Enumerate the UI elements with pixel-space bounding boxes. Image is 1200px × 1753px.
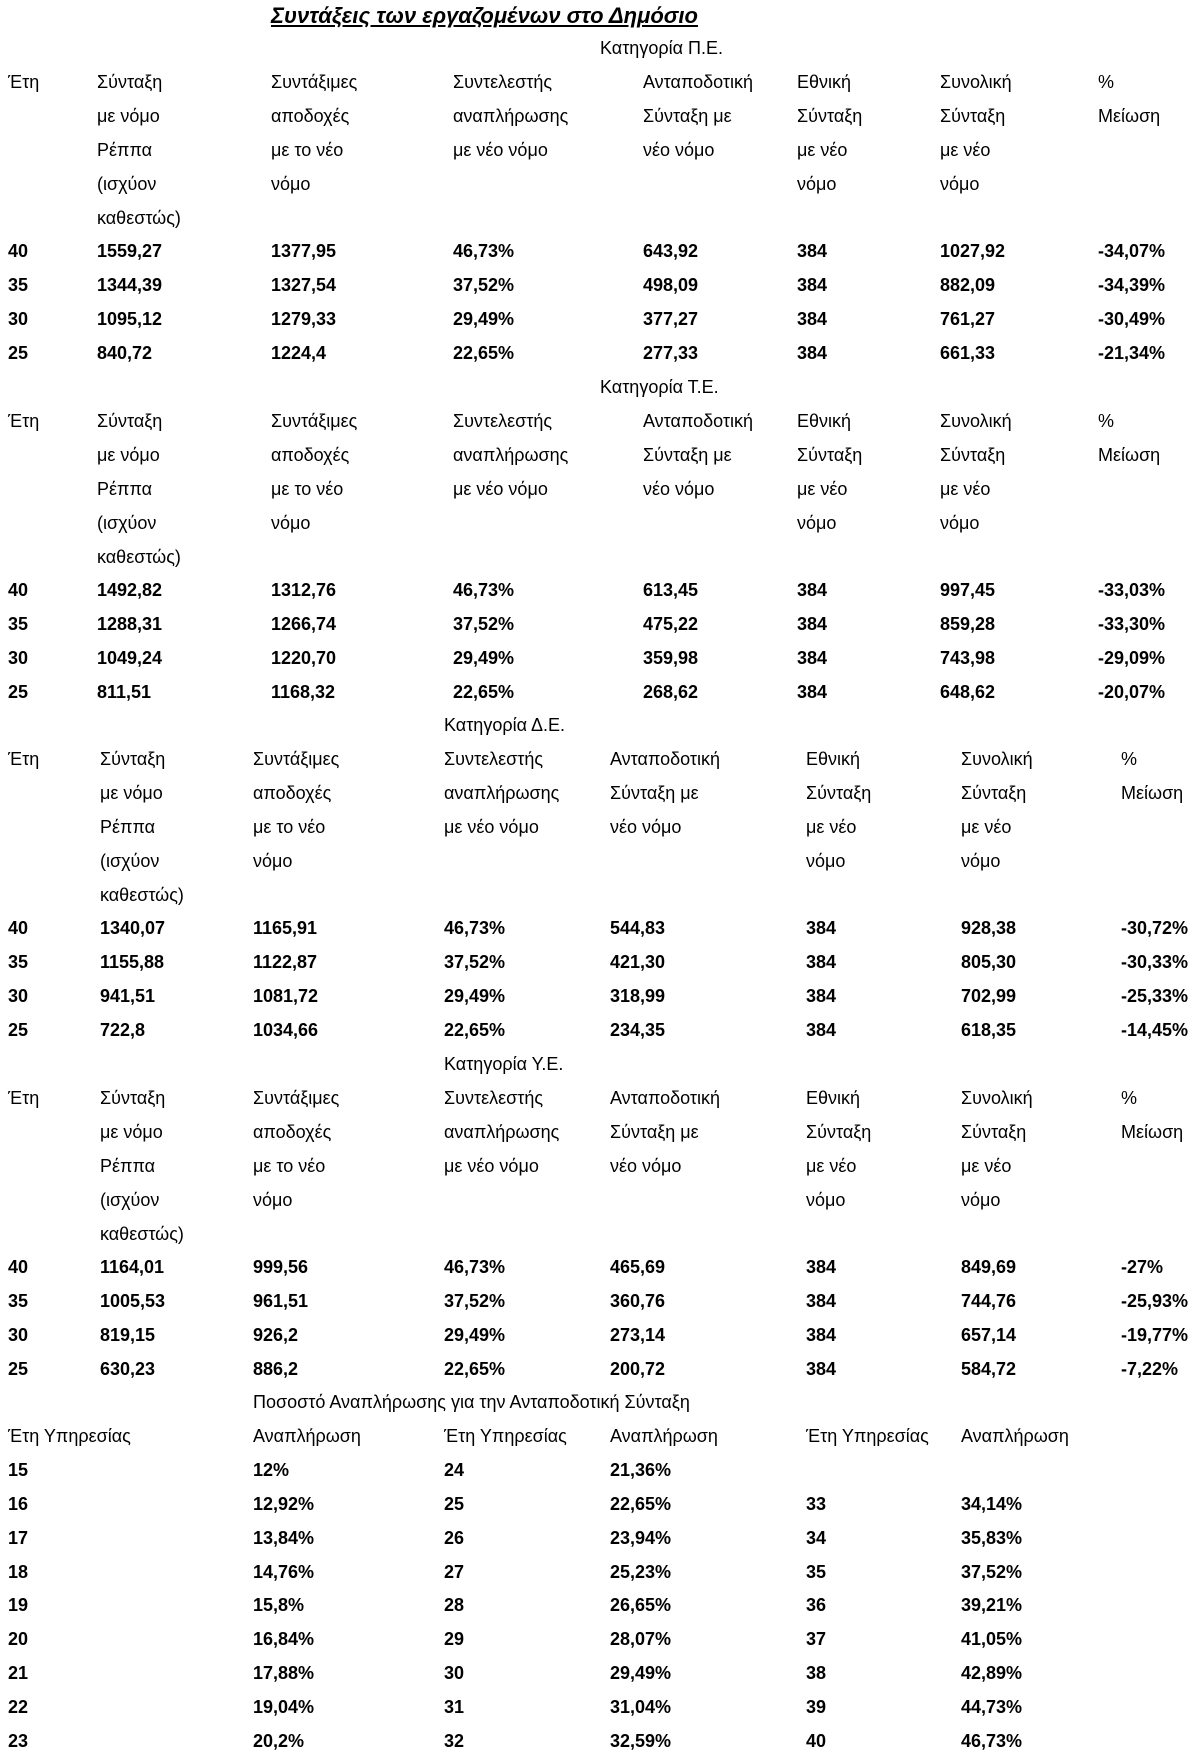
table-cell: 1279,33 xyxy=(271,309,337,330)
replacement-cell: 40 xyxy=(806,1731,827,1751)
table-cell: -19,77% xyxy=(1121,1325,1189,1346)
column-header: Σύνταξη xyxy=(961,1121,1027,1142)
table-cell: 1168,32 xyxy=(271,682,336,703)
column-header: αναπλήρωσης xyxy=(444,1121,560,1142)
table-cell: 384 xyxy=(806,1020,837,1041)
table-cell: 584,72 xyxy=(961,1359,1017,1380)
table-cell: 882,09 xyxy=(940,275,996,296)
column-header: αποδοχές xyxy=(253,782,332,803)
replacement-cell: 32 xyxy=(444,1731,465,1751)
column-header: νόμο xyxy=(961,850,1001,871)
replacement-cell: 14,76% xyxy=(253,1561,315,1582)
table-cell: 1492,82 xyxy=(97,580,163,601)
category-heading: Κατηγορία Τ.Ε. xyxy=(600,377,719,397)
replacement-cell: 25,23% xyxy=(610,1561,672,1582)
table-cell: 22,65% xyxy=(444,1359,506,1380)
replacement-column-header: Έτη Υπηρεσίας xyxy=(806,1425,929,1446)
replacement-cell: 36 xyxy=(806,1595,827,1616)
column-header: Σύνταξη xyxy=(100,748,166,769)
table-cell: 811,51 xyxy=(97,682,152,703)
column-header: Ρέππα xyxy=(100,1155,156,1176)
replacement-cell: 16,84% xyxy=(253,1629,315,1650)
table-cell: 1377,95 xyxy=(271,241,337,262)
column-header: Συνολική xyxy=(940,410,1012,431)
table-cell: -21,34% xyxy=(1098,343,1166,364)
column-header: Εθνική xyxy=(806,748,861,769)
column-header: με νέο xyxy=(797,478,848,499)
table-cell: 35 xyxy=(8,275,29,296)
column-header: Σύνταξη xyxy=(961,782,1027,803)
replacement-cell: 32,59% xyxy=(610,1731,672,1751)
column-header: με νέο νόμο xyxy=(444,1155,539,1176)
table-cell: 1095,12 xyxy=(97,309,163,330)
replacement-cell: 39 xyxy=(806,1697,827,1718)
table-cell: 384 xyxy=(797,343,828,364)
table-cell: 1288,31 xyxy=(97,614,163,635)
column-header: νόμο xyxy=(961,1189,1001,1210)
table-cell: 37,52% xyxy=(453,275,515,296)
table-cell: 37,52% xyxy=(453,614,515,635)
column-header: αποδοχές xyxy=(271,444,350,465)
table-cell: 377,27 xyxy=(643,309,699,330)
replacement-cell: 31,04% xyxy=(610,1697,672,1718)
table-cell: 1155,88 xyxy=(100,952,165,973)
replacement-cell: 17,88% xyxy=(253,1663,315,1684)
table-cell: 648,62 xyxy=(940,682,996,703)
replacement-cell: 39,21% xyxy=(961,1595,1023,1616)
table-cell: -33,03% xyxy=(1098,580,1166,601)
column-header: Συνολική xyxy=(961,748,1033,769)
replacement-cell: 13,84% xyxy=(253,1527,315,1548)
column-header: με νέο νόμο xyxy=(453,139,548,160)
column-header: Σύνταξη xyxy=(806,1121,872,1142)
table-cell: -33,30% xyxy=(1098,614,1166,635)
replacement-column-header: Αναπλήρωση xyxy=(253,1425,361,1446)
column-header: Έτη xyxy=(8,71,40,92)
table-cell: 234,35 xyxy=(610,1020,666,1041)
replacement-column-header: Αναπλήρωση xyxy=(610,1425,718,1446)
table-cell: 928,38 xyxy=(961,918,1017,939)
table-cell: 384 xyxy=(806,1257,837,1278)
column-header: νόμο xyxy=(806,850,846,871)
table-cell: 384 xyxy=(806,952,837,973)
column-header: νόμο xyxy=(940,512,980,533)
column-header: νέο νόμο xyxy=(610,816,682,837)
table-cell: 384 xyxy=(797,580,828,601)
column-header: % xyxy=(1121,1087,1138,1108)
replacement-cell: 23,94% xyxy=(610,1527,672,1548)
column-header: καθεστώς) xyxy=(100,1223,184,1244)
column-header: Σύνταξη xyxy=(797,444,863,465)
document-title: Συντάξεις των εργαζομένων στο Δημόσιο xyxy=(271,3,698,28)
column-header: Σύνταξη xyxy=(797,105,863,126)
replacement-cell: 16 xyxy=(8,1493,29,1514)
column-header: με νέο xyxy=(806,1155,857,1176)
table-cell: 849,69 xyxy=(961,1257,1017,1278)
replacement-cell: 26,65% xyxy=(610,1595,672,1616)
replacement-table-title: Ποσοστό Αναπλήρωσης για την Ανταποδοτική Σύνταξη xyxy=(253,1392,690,1412)
table-cell: 744,76 xyxy=(961,1291,1017,1312)
column-header: νόμο xyxy=(940,173,980,194)
column-header: νέο νόμο xyxy=(643,478,715,499)
column-header: Έτη xyxy=(8,1087,40,1108)
table-cell: 277,33 xyxy=(643,343,699,364)
table-cell: 35 xyxy=(8,952,29,973)
replacement-cell: 27 xyxy=(444,1561,465,1582)
replacement-cell: 19,04% xyxy=(253,1697,315,1718)
table-cell: -25,33% xyxy=(1121,986,1189,1007)
column-header: με νόμο xyxy=(100,782,163,803)
table-cell: 941,51 xyxy=(100,986,156,1007)
table-cell: 1224,4 xyxy=(271,343,327,364)
table-cell: -25,93% xyxy=(1121,1291,1189,1312)
table-cell: 1344,39 xyxy=(97,275,163,296)
table-cell: -30,33% xyxy=(1121,952,1189,973)
table-cell: 29,49% xyxy=(453,648,515,669)
replacement-column-header: Έτη Υπηρεσίας xyxy=(8,1425,131,1446)
column-header: Σύνταξη xyxy=(940,105,1006,126)
table-cell: 840,72 xyxy=(97,343,153,364)
replacement-cell: 42,89% xyxy=(961,1663,1023,1684)
table-cell: 926,2 xyxy=(253,1325,299,1346)
replacement-cell: 17 xyxy=(8,1527,29,1548)
replacement-cell: 21,36% xyxy=(610,1459,672,1480)
column-header: καθεστώς) xyxy=(100,884,184,905)
replacement-cell: 23 xyxy=(8,1731,29,1751)
column-header: με το νέο xyxy=(253,816,326,837)
column-header: Συντελεστής xyxy=(453,410,553,431)
column-header: Συντάξιμες xyxy=(271,410,358,431)
column-header: με το νέο xyxy=(253,1155,326,1176)
table-cell: -27% xyxy=(1121,1257,1164,1278)
replacement-cell: 28 xyxy=(444,1595,465,1616)
table-cell: 997,45 xyxy=(940,580,996,601)
column-header: Σύνταξη xyxy=(97,410,163,431)
replacement-column-header: Αναπλήρωση xyxy=(961,1425,1069,1446)
table-cell: 544,83 xyxy=(610,918,666,939)
table-cell: 25 xyxy=(8,682,29,703)
replacement-cell: 12% xyxy=(253,1459,290,1480)
column-header: Συνολική xyxy=(961,1087,1033,1108)
replacement-cell: 41,05% xyxy=(961,1629,1023,1650)
column-header: Συντάξιμες xyxy=(271,71,358,92)
column-header: % xyxy=(1098,410,1115,431)
column-header: με νέο xyxy=(806,816,857,837)
table-cell: -20,07% xyxy=(1098,682,1166,703)
column-header: % xyxy=(1121,748,1138,769)
table-cell: 761,27 xyxy=(940,309,996,330)
table-cell: 1122,87 xyxy=(253,952,318,973)
column-header: νόμο xyxy=(797,173,837,194)
table-cell: 805,30 xyxy=(961,952,1017,973)
replacement-cell: 33 xyxy=(806,1493,827,1514)
replacement-cell: 22,65% xyxy=(610,1493,672,1514)
replacement-cell: 37,52% xyxy=(961,1561,1023,1582)
table-cell: 1027,92 xyxy=(940,241,1006,262)
table-cell: 1340,07 xyxy=(100,918,166,939)
table-cell: 1164,01 xyxy=(100,1257,165,1278)
column-header: νόμο xyxy=(253,1189,293,1210)
column-header: Συντάξιμες xyxy=(253,1087,340,1108)
replacement-cell: 28,07% xyxy=(610,1629,672,1650)
table-cell: 613,45 xyxy=(643,580,699,601)
table-cell: 384 xyxy=(797,682,828,703)
table-cell: 618,35 xyxy=(961,1020,1017,1041)
table-cell: -14,45% xyxy=(1121,1020,1189,1041)
table-cell: 318,99 xyxy=(610,986,666,1007)
column-header: Μείωση xyxy=(1098,444,1161,465)
table-cell: 46,73% xyxy=(444,1257,506,1278)
table-cell: 46,73% xyxy=(453,241,515,262)
column-header: καθεστώς) xyxy=(97,546,181,567)
column-header: Συνολική xyxy=(940,71,1012,92)
table-cell: 29,49% xyxy=(444,1325,506,1346)
column-header: νόμο xyxy=(271,512,311,533)
table-cell: 22,65% xyxy=(444,1020,506,1041)
replacement-cell: 31 xyxy=(444,1697,465,1718)
table-cell: 25 xyxy=(8,1359,29,1380)
column-header: με νέο νόμο xyxy=(453,478,548,499)
table-cell: -30,49% xyxy=(1098,309,1166,330)
table-cell: -29,09% xyxy=(1098,648,1166,669)
column-header: Μείωση xyxy=(1098,105,1161,126)
replacement-cell: 25 xyxy=(444,1493,465,1514)
table-cell: 359,98 xyxy=(643,648,699,669)
replacement-cell: 38 xyxy=(806,1663,827,1684)
table-cell: 37,52% xyxy=(444,952,506,973)
table-cell: 22,65% xyxy=(453,682,515,703)
table-cell: 384 xyxy=(806,918,837,939)
replacement-cell: 19 xyxy=(8,1595,29,1616)
table-cell: 384 xyxy=(806,1291,837,1312)
table-cell: 643,92 xyxy=(643,241,699,262)
column-header: Σύνταξη xyxy=(940,444,1006,465)
table-cell: 46,73% xyxy=(453,580,515,601)
table-cell: 1266,74 xyxy=(271,614,337,635)
column-header: Ανταποδοτική xyxy=(610,1087,721,1108)
replacement-cell: 21 xyxy=(8,1663,29,1684)
column-header: Σύνταξη με xyxy=(610,1121,699,1142)
table-cell: -34,39% xyxy=(1098,275,1166,296)
table-cell: 40 xyxy=(8,241,29,262)
table-cell: 384 xyxy=(797,614,828,635)
column-header: Σύνταξη xyxy=(806,782,872,803)
column-header: με νέο xyxy=(961,816,1012,837)
table-cell: 35 xyxy=(8,614,29,635)
column-header: με το νέο xyxy=(271,139,344,160)
replacement-cell: 12,92% xyxy=(253,1493,315,1514)
table-cell: 1312,76 xyxy=(271,580,337,601)
table-cell: 30 xyxy=(8,986,29,1007)
column-header: Εθνική xyxy=(797,71,852,92)
table-cell: 40 xyxy=(8,1257,29,1278)
table-cell: 465,69 xyxy=(610,1257,666,1278)
table-cell: 37,52% xyxy=(444,1291,506,1312)
table-cell: 25 xyxy=(8,343,29,364)
column-header: Σύνταξη xyxy=(100,1087,166,1108)
column-header: με νέο νόμο xyxy=(444,816,539,837)
table-cell: 30 xyxy=(8,1325,29,1346)
category-heading: Κατηγορία Δ.Ε. xyxy=(444,715,566,735)
table-cell: 702,99 xyxy=(961,986,1017,1007)
table-cell: 1005,53 xyxy=(100,1291,166,1312)
column-header: με νόμο xyxy=(97,105,160,126)
column-header: αποδοχές xyxy=(271,105,350,126)
table-cell: 859,28 xyxy=(940,614,996,635)
replacement-cell: 24 xyxy=(444,1459,465,1480)
replacement-cell: 35 xyxy=(806,1561,827,1582)
table-cell: -7,22% xyxy=(1121,1359,1179,1380)
table-cell: 1327,54 xyxy=(271,275,337,296)
table-cell: 421,30 xyxy=(610,952,666,973)
table-cell: 360,76 xyxy=(610,1291,666,1312)
column-header: Μείωση xyxy=(1121,1121,1184,1142)
replacement-cell: 29,49% xyxy=(610,1663,672,1684)
column-header: Εθνική xyxy=(806,1087,861,1108)
table-cell: 961,51 xyxy=(253,1291,309,1312)
table-cell: 46,73% xyxy=(444,918,506,939)
table-cell: 40 xyxy=(8,918,29,939)
table-cell: -34,07% xyxy=(1098,241,1166,262)
replacement-cell: 44,73% xyxy=(961,1697,1023,1718)
column-header: αναπλήρωσης xyxy=(444,782,560,803)
replacement-cell: 15,8% xyxy=(253,1595,305,1616)
table-cell: 722,8 xyxy=(100,1020,146,1041)
table-cell: 29,49% xyxy=(453,309,515,330)
table-cell: 819,15 xyxy=(100,1325,156,1346)
table-cell: 268,62 xyxy=(643,682,699,703)
table-cell: 1034,66 xyxy=(253,1020,319,1041)
column-header: (ισχύον xyxy=(100,1189,160,1210)
replacement-cell: 26 xyxy=(444,1527,465,1548)
table-cell: 35 xyxy=(8,1291,29,1312)
column-header: Συντελεστής xyxy=(444,748,544,769)
replacement-cell: 15 xyxy=(8,1459,29,1480)
column-header: Ρέππα xyxy=(97,478,153,499)
table-cell: 29,49% xyxy=(444,986,506,1007)
table-cell: 200,72 xyxy=(610,1359,666,1380)
column-header: με νόμο xyxy=(97,444,160,465)
table-cell: 498,09 xyxy=(643,275,699,296)
column-header: νόμο xyxy=(271,173,311,194)
column-header: με νόμο xyxy=(100,1121,163,1142)
column-header: νόμο xyxy=(253,850,293,871)
table-cell: 1049,24 xyxy=(97,648,163,669)
table-cell: 384 xyxy=(797,309,828,330)
table-cell: 1220,70 xyxy=(271,648,337,669)
column-header: με νέο xyxy=(940,478,991,499)
replacement-cell: 30 xyxy=(444,1663,465,1684)
column-header: αναπλήρωσης xyxy=(453,444,569,465)
column-header: Έτη xyxy=(8,748,40,769)
table-cell: 384 xyxy=(797,241,828,262)
column-header: (ισχύον xyxy=(97,173,157,194)
replacement-cell: 20 xyxy=(8,1629,29,1650)
replacement-cell: 22 xyxy=(8,1697,29,1718)
replacement-cell: 35,83% xyxy=(961,1527,1023,1548)
table-cell: 657,14 xyxy=(961,1325,1017,1346)
column-header: νόμο xyxy=(797,512,837,533)
replacement-cell: 34 xyxy=(806,1527,827,1548)
replacement-cell: 34,14% xyxy=(961,1493,1023,1514)
table-cell: 1559,27 xyxy=(97,241,163,262)
column-header: Συντελεστής xyxy=(453,71,553,92)
replacement-cell: 46,73% xyxy=(961,1731,1023,1751)
column-header: Σύνταξη xyxy=(97,71,163,92)
table-cell: 999,56 xyxy=(253,1257,309,1278)
table-cell: -30,72% xyxy=(1121,918,1189,939)
table-cell: 661,33 xyxy=(940,343,996,364)
column-header: Ρέππα xyxy=(97,139,153,160)
table-cell: 30 xyxy=(8,309,29,330)
column-header: αποδοχές xyxy=(253,1121,332,1142)
column-header: νέο νόμο xyxy=(610,1155,682,1176)
column-header: Ανταποδοτική xyxy=(643,410,754,431)
column-header: Συντάξιμες xyxy=(253,748,340,769)
column-header: με νέο xyxy=(940,139,991,160)
column-header: (ισχύον xyxy=(100,850,160,871)
table-cell: 384 xyxy=(806,1325,837,1346)
column-header: Ανταποδοτική xyxy=(643,71,754,92)
column-header: με νέο xyxy=(797,139,848,160)
table-cell: 273,14 xyxy=(610,1325,666,1346)
column-header: νόμο xyxy=(806,1189,846,1210)
replacement-cell: 20,2% xyxy=(253,1731,305,1751)
column-header: με το νέο xyxy=(271,478,344,499)
table-cell: 886,2 xyxy=(253,1359,299,1380)
replacement-column-header: Έτη Υπηρεσίας xyxy=(444,1425,567,1446)
table-cell: 30 xyxy=(8,648,29,669)
table-cell: 630,23 xyxy=(100,1359,156,1380)
table-cell: 384 xyxy=(797,275,828,296)
table-cell: 384 xyxy=(806,986,837,1007)
column-header: Σύνταξη με xyxy=(643,444,732,465)
table-cell: 384 xyxy=(797,648,828,669)
replacement-cell: 37 xyxy=(806,1629,827,1650)
column-header: Ρέππα xyxy=(100,816,156,837)
column-header: Έτη xyxy=(8,410,40,431)
table-cell: 22,65% xyxy=(453,343,515,364)
column-header: Συντελεστής xyxy=(444,1087,544,1108)
replacement-cell: 18 xyxy=(8,1561,29,1582)
table-cell: 475,22 xyxy=(643,614,699,635)
category-heading: Κατηγορία Π.Ε. xyxy=(600,38,723,58)
column-header: Μείωση xyxy=(1121,782,1184,803)
table-cell: 25 xyxy=(8,1020,29,1041)
column-header: Σύνταξη με xyxy=(610,782,699,803)
column-header: Ανταποδοτική xyxy=(610,748,721,769)
column-header: (ισχύον xyxy=(97,512,157,533)
category-heading: Κατηγορία Υ.Ε. xyxy=(444,1054,564,1074)
table-cell: 743,98 xyxy=(940,648,996,669)
column-header: αναπλήρωσης xyxy=(453,105,569,126)
column-header: % xyxy=(1098,71,1115,92)
column-header: με νέο xyxy=(961,1155,1012,1176)
table-cell: 384 xyxy=(806,1359,837,1380)
column-header: Σύνταξη με xyxy=(643,105,732,126)
table-cell: 1165,91 xyxy=(253,918,318,939)
table-cell: 40 xyxy=(8,580,29,601)
replacement-cell: 29 xyxy=(444,1629,465,1650)
column-header: Εθνική xyxy=(797,410,852,431)
table-cell: 1081,72 xyxy=(253,986,319,1007)
column-header: καθεστώς) xyxy=(97,207,181,228)
column-header: νέο νόμο xyxy=(643,139,715,160)
